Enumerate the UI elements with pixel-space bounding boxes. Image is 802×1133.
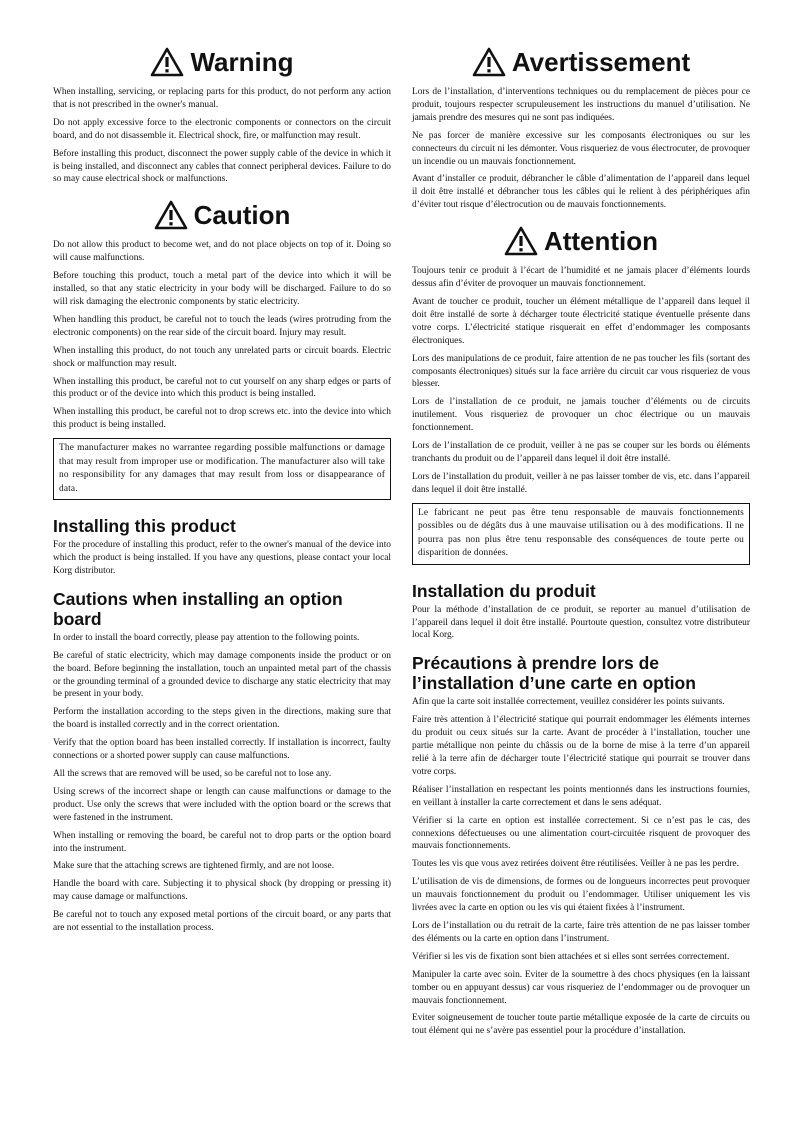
warning-triangle-icon [150, 47, 184, 77]
option-cautions-paragraph: Handle the board with care. Subjecting it to physical shock (by dropping or pressing it) may cause damage or malfunctions. [53, 879, 391, 903]
attention-heading [412, 223, 750, 259]
warning-paragraph: Do not apply excessive force to the electronic components or connectors on the circuit board, and do not disassemble it. Electrical shock, fire, or malfunction may result. [53, 117, 391, 141]
avertissement-paragraph: Lors de l’installation, d’interventions techniques ou du remplacement de pièces pour ce produit, toujours respecter scrupuleusement les instructions du manuel d’utilisation. Ne jamais prendre des mesures qui ne sont pas indiquées. [412, 87, 750, 123]
attention-paragraph: Lors de l’installation de ce produit, veiller à ne pas se couper sur les bords ou éléments tranchants du produit ou de l’appareil dans lequel il doit être installé. [412, 441, 750, 464]
disclaimer-box-fr [412, 503, 750, 565]
installing-heading: Installing this product [53, 516, 236, 537]
attention-paragraph: Avant de toucher ce produit, toucher un élément métallique de l’appareil dans lequel il doit être installé de sorte à décharger toute électricité statique éventuelle présente dans votre corps. L’électricité statique risquerait en effet d’endommager les composants électroniques. [412, 296, 750, 346]
option-cautions-paragraph: When installing or removing the board, be careful not to drop parts or the option board into the instrument. [53, 830, 391, 854]
installation-paragraph: Pour la méthode d’installation de ce produit, se reporter au manuel d’utilisation de l’appareil dans lequel il doit être installé. Pourtoute question, consultez votre distributeur local Korg. [412, 604, 750, 641]
option-cautions-paragraph: Make sure that the attaching screws are tightened firmly, and are not loose. [53, 861, 335, 872]
option-cautions-paragraph: In order to install the board correctly, please pay attention to the following points. [53, 632, 360, 643]
option-cautions-paragraph: Using screws of the incorrect shape or length can cause malfunctions or damage to the product. Use only the screws that were included with the option board or the screws that were fastened in the instrument. [53, 786, 391, 823]
option-cautions-paragraph: Be careful not to touch any exposed metal portions of the circuit board, or any parts that are not essential to the installation process. [53, 910, 391, 934]
avertissement-title: Avertissement [511, 46, 691, 77]
attention-title: Attention [543, 225, 659, 256]
english-column [53, 44, 391, 940]
option-cautions-paragraph: Verify that the option board has been installed correctly. If installation is incorrect, faulty connections or a shorted power supply can cause malfunctions. [53, 738, 391, 762]
warning-paragraph: When installing, servicing, or replacing parts for this product, do not perform any action that is not prescribed in the owner's manual. [53, 87, 391, 110]
warning-triangle-icon [472, 47, 506, 77]
caution-paragraph: Before touching this product, touch a metal part of the device into which it will be installed, so that any static electricity in your body will be discharged. Failure to do so will risk damaging the electronic components by static electricity. [53, 271, 391, 307]
precautions-paragraph: Afin que la carte soit installée correctement, veuillez considérer les points suivants. [412, 697, 725, 708]
precautions-paragraph: Toutes les vis que vous avez retirées doivent être réutilisées. Veiller à ne pas les perdre. [412, 859, 739, 870]
precautions-paragraph: L’utilisation de vis de dimensions, de formes ou de longueurs incorrectes peut provoquer un mauvais fonctionnement du produit ou l’endommager. Utiliser uniquement les vis livrées avec la carte en option ou les vis qui étaient fixées à l’instrument. [412, 877, 750, 914]
attention-paragraph: Lors de l’installation du produit, veiller à ne pas laisser tomber de vis, etc. dans l’appareil dans lequel il doit être installé. [412, 471, 750, 495]
caution-paragraph: Do not allow this product to become wet, and do not place objects on top of it. Doing so will cause malfunctions. [53, 240, 391, 264]
precautions-paragraph: Vérifier si la carte en option est installée correctement. Si ce n’est pas le cas, des connexions défectueuses ou une alimentation court-circuitée risquent de provoquer des mauvais fonctionnements. [412, 815, 750, 852]
warning-title: Warning [190, 46, 294, 77]
attention-paragraph: Toujours tenir ce produit à l’écart de l’humidité et ne jamais placer d’éléments lourds dessus afin d’éviter de provoquer un mauvais fonctionnement. [412, 266, 750, 290]
avertissement-heading [412, 44, 750, 80]
attention-paragraph: Lors des manipulations de ce produit, faire attention de ne pas toucher les fils (sortant des composants électroniques) situés sur la face arrière du circuit car vous risqueriez de vous blesser. [412, 353, 750, 390]
precautions-paragraph: Vérifier si les vis de fixation sont bien attachées et si elles sont serrées correctement. [412, 951, 730, 962]
option-cautions-paragraph: Be careful of static electricity, which may damage components inside the product or on the board. Before beginning the installation, touch an unpainted metal part of the chassis or the grounding terminal of a grounded device to discharge any static electricity that may be present in your body. [53, 650, 391, 700]
caution-paragraph: When installing this product, be careful not to cut yourself on any sharp edges or parts of this product or of the device into which this product is being installed. [53, 376, 391, 400]
warning-paragraph: Before installing this product, disconnect the power supply cable of the device in which it is being installed, and disconnect any cables that connect peripheral devices. Failure to do so may cause electrical shock or malfunctions. [53, 148, 391, 185]
installing-paragraph: For the procedure of installing this product, refer to the owner's manual of the device into which the product is being installed. If you have any questions, please contact your local Korg distributor. [53, 540, 391, 576]
precautions-paragraph: Réaliser l’installation en respectant les points mentionnés dans les instructions fournies, en veillant à installer la carte correctement et dans le sens adéquat. [412, 784, 750, 808]
caution-paragraph: When handling this product, be careful not to touch the leads (wires protruding from the electronic components) on the rear side of the circuit board. Injury may result. [53, 314, 391, 338]
caution-title: Caution [193, 199, 291, 230]
disclaimer-box [53, 438, 391, 500]
attention-paragraph: Lors de l’installation de ce produit, ne jamais toucher d’éléments ou de circuits inutilement. Vous risqueriez de provoquer un choc électrique ou un mauvais fonctionnement. [412, 397, 750, 434]
installation-heading: Installation du produit [412, 580, 596, 601]
caution-triangle-icon [154, 200, 188, 230]
option-cautions-paragraph: All the screws that are removed will be used, so be careful not to lose any. [53, 769, 332, 779]
precautions-paragraph: Eviter soigneusement de toucher toute partie métallique exposée de la carte de circuits ou tout élément qui ne s’avère pas essentiel pour la procédure d’installation. [412, 1013, 750, 1037]
avertissement-paragraph: Ne pas forcer de manière excessive sur les composants électroniques ou sur les connecteurs du circuit ni les démonter. Vous risqueriez de vous électrocuter, de provoquer un incendie ou un mauvais fonctionnement. [412, 130, 750, 167]
option-cautions-heading: Cautions when installing an option board [53, 588, 343, 629]
avertissement-paragraph: Avant d’installer ce produit, débrancher le câble d’alimentation de l’appareil dans lequel il doit être installé et débrancher tous les câbles qui le relient à des périphériques afin d’éviter tout risque d’électrocution ou de mauvais fonctionnements. [412, 174, 750, 211]
french-column [412, 44, 750, 1043]
precautions-heading: Précautions à prendre lors de l’installation d’une carte en option [412, 653, 696, 694]
disclaimer-text: The manufacturer makes no warrantee regarding possible malfunctions or damage that may result from improper use or modification. The manufacturer also will take no responsibility for any damages that may result from loss or disappearance of data. [59, 443, 385, 494]
precautions-paragraph: Manipuler la carte avec soin. Eviter de la soumettre à des chocs physiques (en la laissant tomber ou en appuyant dessus) car vous risqueriez de l’endommager ou de provoquer un mauvais fonctionnement. [412, 969, 750, 1006]
warning-heading [53, 44, 391, 80]
precautions-paragraph: Lors de l’installation ou du retrait de la carte, faire très attention de ne pas laisser tomber des éléments ou la carte en option dans l’instrument. [412, 920, 750, 944]
caution-triangle-icon [504, 226, 538, 256]
option-cautions-paragraph: Perform the installation according to the steps given in the directions, making sure that the board is installed correctly and in the correct orientation. [53, 707, 391, 731]
caution-paragraph: When installing this product, do not touch any unrelated parts or circuit boards. Electric shock or malfunction may result. [53, 345, 391, 369]
caution-paragraph: When installing this product, be careful not to drop screws etc. into the device into which this product is being installed. [53, 407, 391, 431]
precautions-paragraph: Faire très attention à l’électricité statique qui pourrait endommager les éléments internes du produit ou ceux situés sur la carte. Avant de procéder à l’installation, toucher une partie métallique non peinte du châssis ou de la borne de mise à la terre d’un appareil relié à la terre afin de décharger toute l’électricité statique qui pourrait se trouver dans votre corps. [412, 715, 750, 777]
caution-heading [53, 197, 391, 233]
disclaimer-text-fr: Le fabricant ne peut pas être tenu responsable de mauvais fonctionnements possibles ou de dégâts dus à une mauvaise utilisation ou à des modifications. Il ne pourra pas non plus être tenu responsable des conséquences de toute perte ou disparition de données. [418, 507, 744, 559]
